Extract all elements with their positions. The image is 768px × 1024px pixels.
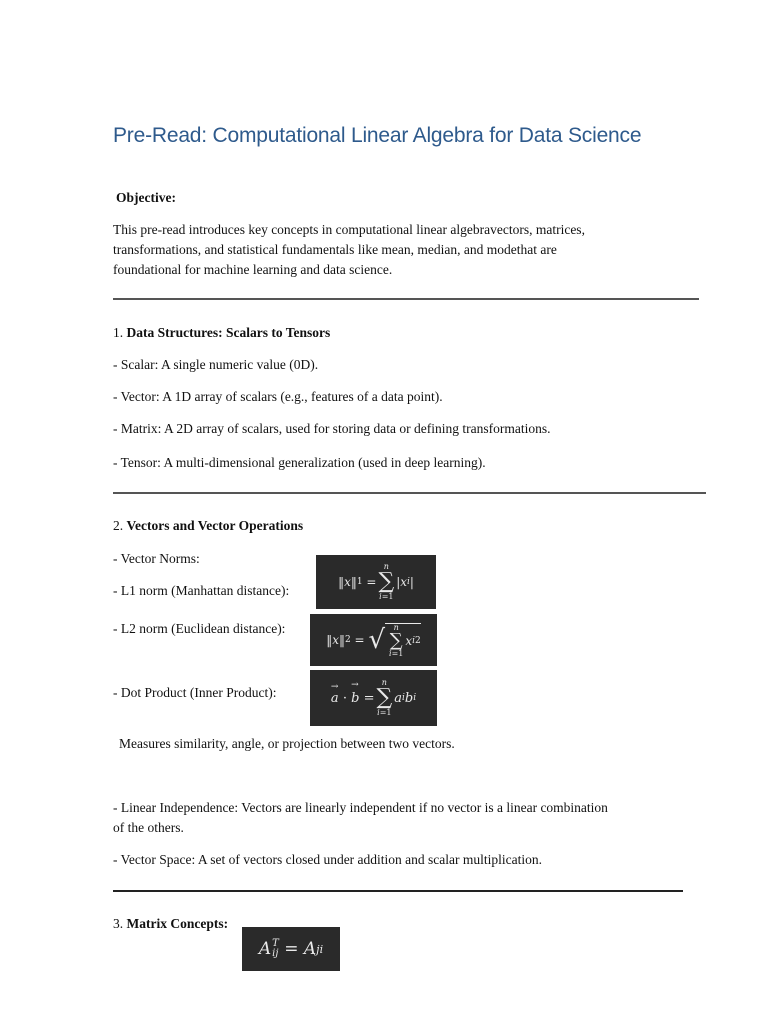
list-item: - Tensor: A multi-dimensional generalization (used in deep learning). <box>113 455 486 470</box>
objective-line-1: This pre-read introduces key concepts in computational linear algebravectors, matrices, <box>113 222 585 237</box>
list-item: - Vector: A 1D array of scalars (e.g., features of a data point). <box>113 389 443 404</box>
section1-heading <box>113 323 330 343</box>
section1-title: Data Structures: Scalars to Tensors <box>126 325 331 340</box>
section3-number: 3. <box>113 916 124 931</box>
objective-line-2: transformations, and statistical fundamentals like mean, median, and modethat are <box>113 242 557 257</box>
list-item: - Matrix: A 2D array of scalars, used for storing data or defining transformations. <box>113 421 551 436</box>
dot-product-note: Measures similarity, angle, or projection between two vectors. <box>119 736 455 751</box>
dot-product-formula: a → · b → = n ∑ i=1 a i b i <box>310 670 437 726</box>
vector-space-item: - Vector Space: A set of vectors closed under addition and scalar multiplication. <box>113 852 543 867</box>
l1-norm-formula: ‖ x ‖ 1 = n ∑ i=1 |x i | <box>316 555 436 609</box>
l2-norm-label: - L2 norm (Euclidean distance): <box>113 621 286 636</box>
section2-heading <box>113 516 303 536</box>
divider-1 <box>113 298 699 300</box>
vector-norms-label: - Vector Norms: <box>113 551 200 566</box>
section2-title: Vectors and Vector Operations <box>126 518 304 533</box>
l2-norm-formula: ‖ x ‖ 2 = √ n ∑ i=1 x i 2 <box>310 614 437 666</box>
linear-independence-line-1: - Linear Independence: Vectors are linearly independent if no vector is a linear combination <box>113 800 608 815</box>
section3-title: Matrix Concepts: <box>126 916 229 931</box>
objective-label: Objective: <box>116 190 176 205</box>
dot-product-label: - Dot Product (Inner Product): <box>113 685 277 700</box>
page-title: Pre-Read: Computational Linear Algebra for Data Science <box>113 124 642 147</box>
objective-line-3: foundational for machine learning and data science. <box>113 262 393 277</box>
l1-norm-label: - L1 norm (Manhattan distance): <box>113 583 290 598</box>
transpose-formula: A T ij = A ji <box>242 927 340 971</box>
divider-3 <box>113 890 683 892</box>
list-item: - Scalar: A single numeric value (0D). <box>113 357 319 372</box>
section3-heading <box>113 914 228 934</box>
section2-number: 2. <box>113 518 124 533</box>
divider-2 <box>113 492 706 494</box>
linear-independence-line-2: of the others. <box>113 820 184 835</box>
section1-number: 1. <box>113 325 124 340</box>
